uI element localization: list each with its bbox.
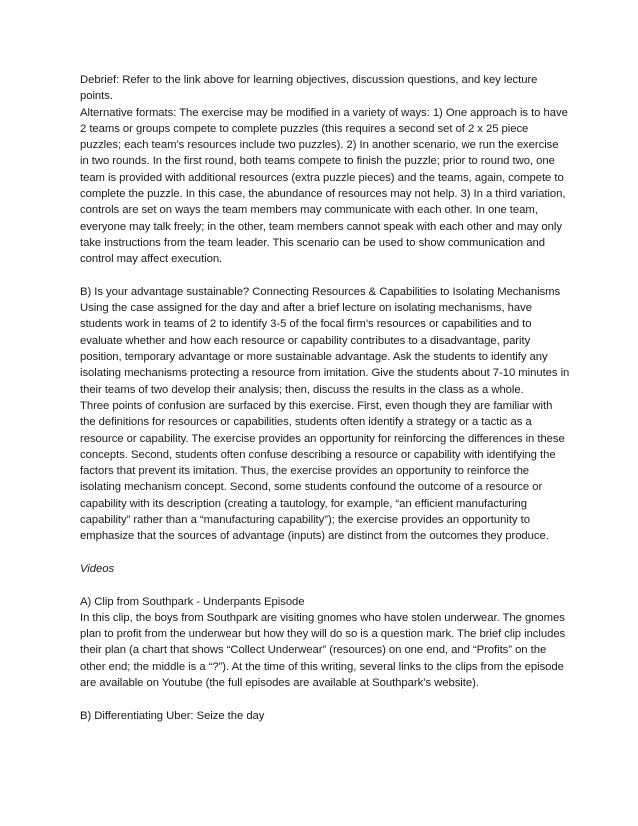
alternative-formats-paragraph: Alternative formats: The exercise may be modified in a variety of ways: 1) One approach is to have 2 teams or groups compete to complete puzzles (this requires a second set of 2 x 25 piece puzzles; each team’s resources include two puzzles). 2) In another scenario, we run the exercise in two rounds. In the first round, both teams compete to finish the puzzle; prior to round two, one team is provided with additional resources (extra puzzle pieces) and the teams, again, compete to complete the puzzle. In this case, the abundance of resources may not help. 3) In a third variation, controls are set on ways the team members may communicate with each other. In one team, everyone may talk freely; in the other, team members cannot speak with each other and may only take instructions from the team leader. This scenario can be used to show communication and control may affect execution. <box>80 106 568 266</box>
clip-b-heading: B) Differentiating Uber: Seize the day <box>80 709 265 722</box>
paragraph-gap <box>80 545 570 561</box>
section-b-heading: B) Is your advantage sustainable? Connecting Resources & Capabilities to Isolating Mechanisms <box>80 285 561 298</box>
clip-a-heading: A) Clip from Southpark - Underpants Episode <box>80 595 305 608</box>
confusion-points-paragraph: Three points of confusion are surfaced by this exercise. First, even though they are familiar with the definitions for resources or capabilities, students often identify a strategy or a tactic as a resource or capability. The exercise provides an opportunity for reinforcing the differences in these concepts. Second, students often confuse describing a resource or capability with identifying the factors that prevent its imitation. Thus, the exercise provides an opportunity to reinforce the isolating mechanism concept. Second, some students confound the outcome of a resource or capability with its description (creating a tautology, for example, “an efficient manufacturing capability” rather than a “manufacturing capability”); the exercise provides an opportunity to emphasize that the sources of advantage (inputs) are distinct from the outcomes they produce. <box>80 399 565 543</box>
paragraph-gap <box>80 268 570 284</box>
section-b-paragraph: Using the case assigned for the day and after a brief lecture on isolating mechanisms, have students work in teams of 2 to identify 3-5 of the focal firm’s resources or capabilities and to evaluate whether and how each resource or capability contributes to a disadvantage, parity position, temporary advantage or more sustainable advantage. Ask the students to identify any isolating mechanisms protecting a resource from imitation. Give the students about 7-10 minutes in their teams of two develop their analysis; then, discuss the results in the class as a whole. <box>80 302 570 396</box>
paragraph-gap <box>80 691 570 707</box>
paragraph-gap <box>80 577 570 593</box>
debrief-paragraph: Debrief: Refer to the link above for learning objectives, discussion questions, and key lecture points. <box>80 74 538 103</box>
document-page <box>80 72 570 724</box>
videos-heading: Videos <box>80 562 115 575</box>
clip-a-paragraph: In this clip, the boys from Southpark are visiting gnomes who have stolen underwear. The gnomes plan to profit from the underwear but how they will do so is a question mark. The brief clip includes their plan (a chart that shows “Collect Underwear” (resources) on one end, and “Profits” on the other end; the middle is a “?”). At the time of this writing, several links to the clips from the episode are available on Youtube (the full episodes are available at Southpark’s website). <box>80 611 566 689</box>
